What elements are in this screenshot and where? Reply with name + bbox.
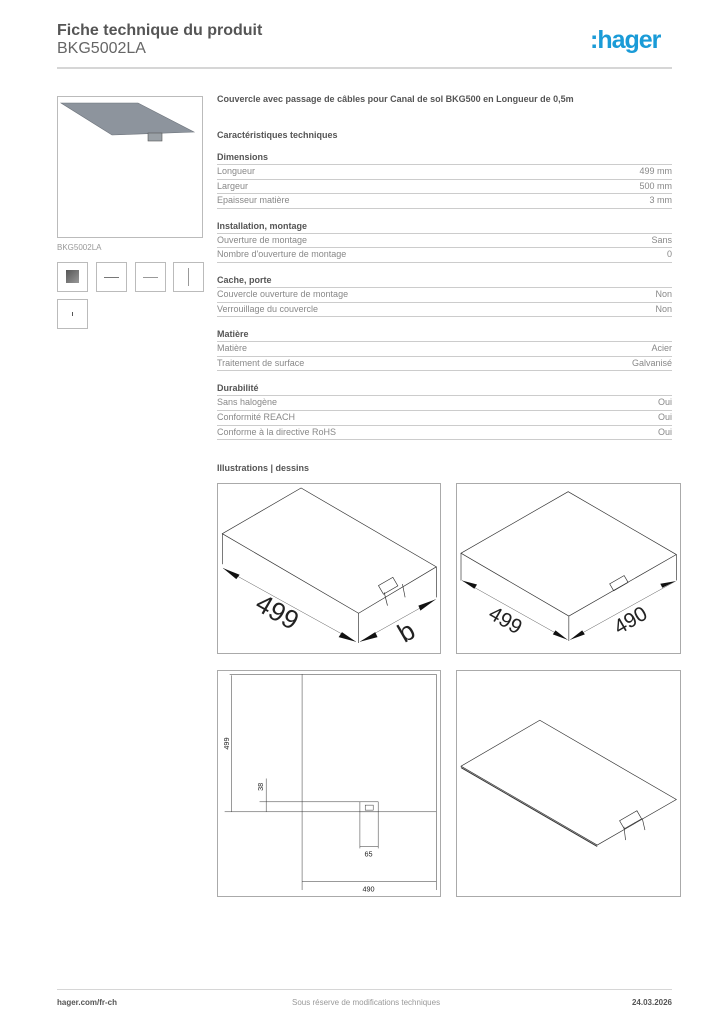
spec-row (217, 180, 672, 195)
footer-website-link[interactable]: hager.com/fr-ch (57, 998, 118, 1007)
spec-label: Ouverture de montage (217, 234, 308, 245)
drawing-isometric-plate (456, 670, 681, 897)
thumbnail-drawing-2[interactable] (135, 262, 166, 292)
spec-group-title: Dimensions (217, 152, 672, 165)
spec-label: Sans halogène (217, 397, 278, 408)
spec-label: Conforme à la directive RoHS (217, 426, 337, 437)
spec-value: Acier (651, 343, 672, 354)
thumbnail-drawing-1[interactable] (96, 262, 127, 292)
spec-value: Galvanisé (631, 357, 672, 368)
drawing-4-svg (457, 671, 680, 896)
spec-label: Conformité REACH (217, 411, 296, 422)
spec-row (217, 234, 672, 249)
spec-group (217, 329, 672, 371)
image-caption: BKG5002LA (57, 243, 102, 252)
spec-row (217, 194, 672, 209)
dimension-490: 490 (362, 884, 375, 894)
product-image-drawing (58, 97, 202, 237)
spec-group (217, 221, 672, 263)
spec-label: Matière (217, 343, 248, 354)
product-code: BKG5002LA (57, 40, 146, 57)
spec-row (217, 411, 672, 426)
spec-value: 3 mm (649, 195, 672, 206)
drawing-isometric-dimensions-b (217, 483, 441, 654)
spec-group (217, 275, 672, 317)
spec-label: Verrouillage du couvercle (217, 303, 319, 314)
hager-logo: :hager (590, 26, 661, 54)
spec-label: Traitement de surface (217, 357, 305, 368)
spec-value: Non (655, 303, 672, 314)
spec-row (217, 342, 672, 357)
drawing-3-svg (218, 671, 440, 896)
product-main-image[interactable] (57, 96, 203, 238)
product-details (217, 94, 672, 440)
thumbnail-photo[interactable] (57, 262, 88, 292)
spec-row (217, 357, 672, 372)
spec-value: 500 mm (639, 180, 672, 191)
spec-value: 0 (666, 249, 672, 260)
footer-divider (57, 989, 672, 990)
page-title: Fiche technique du produit (57, 22, 263, 39)
product-title: Couvercle avec passage de câbles pour Canal de sol BKG500 en Longueur de 0,5m (217, 94, 574, 104)
footer-disclaimer: Sous réserve de modifications techniques (292, 998, 441, 1007)
spec-label: Longueur (217, 166, 256, 176)
spec-row (217, 396, 672, 411)
spec-label: Nombre d'ouverture de montage (217, 249, 347, 260)
thumbnail-drawing-3[interactable] (173, 262, 204, 292)
spec-row (217, 303, 672, 318)
spec-group-title: Durabilité (217, 383, 672, 396)
characteristics-table (217, 152, 672, 440)
spec-value: Oui (657, 397, 672, 408)
spec-group-title: Matière (217, 329, 672, 342)
dimension-499: 499 (250, 587, 305, 636)
illustrations-title: Illustrations | dessins (217, 463, 310, 473)
spec-group (217, 152, 672, 209)
spec-value: Sans (651, 234, 672, 245)
dimension-499: 499 (484, 601, 527, 640)
spec-value: Oui (657, 411, 672, 422)
dimension-65: 65 (364, 849, 373, 859)
spec-row (217, 248, 672, 263)
spec-label: Couvercle ouverture de montage (217, 288, 349, 299)
spec-row (217, 288, 672, 303)
dimension-b: b (392, 615, 421, 649)
dimension-499: 499 (221, 737, 231, 750)
spec-value: Oui (657, 426, 672, 437)
spec-row (217, 165, 672, 180)
header-divider (57, 67, 672, 69)
footer-date: 24.03.2026 (631, 998, 672, 1007)
dimension-38: 38 (255, 782, 265, 791)
drawing-2-svg (457, 484, 680, 653)
spec-label: Epaisseur matière (217, 195, 290, 206)
spec-row (217, 426, 672, 441)
spec-value: 499 mm (639, 166, 672, 176)
drawing-1-svg (218, 484, 440, 653)
spec-group-title: Cache, porte (217, 275, 672, 288)
dimension-490: 490 (609, 601, 652, 640)
drawing-top-view (217, 670, 441, 897)
thumbnail-drawing-4[interactable] (57, 299, 88, 329)
spec-group (217, 383, 672, 440)
spec-label: Largeur (217, 180, 249, 191)
spec-value: Non (655, 288, 672, 299)
spec-group-title: Installation, montage (217, 221, 672, 234)
section-title: Caractéristiques techniques (217, 130, 338, 140)
drawing-isometric-dimensions (456, 483, 681, 654)
